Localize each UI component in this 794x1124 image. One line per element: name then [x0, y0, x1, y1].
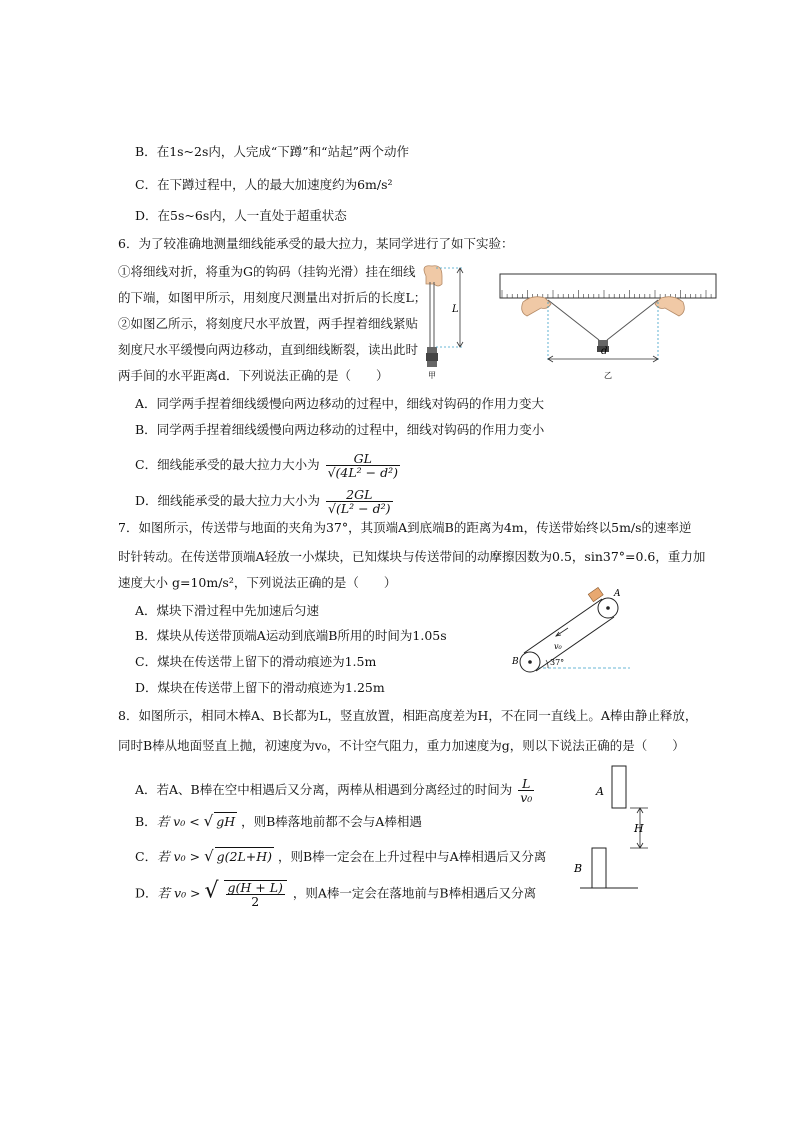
- figure-conveyor: [510, 588, 640, 683]
- q6-stem-line-4: ②如图乙所示，将刻度尺水平放置，两手捏着细线紧贴: [118, 316, 419, 331]
- q6-option-b: B．同学两手捏着细线缓慢向两边移动的过程中，细线对钩码的作用力变小: [135, 422, 545, 437]
- q8-option-a: A．若A、B棒在空中相遇后又分离，两棒从相遇到分离经过的时间为 $\frac{L}{\text{v₀}}$: [135, 776, 533, 805]
- q8-option-c-radicand: g(2L+H): [216, 849, 273, 864]
- figure-yi: [498, 272, 718, 382]
- q8-stem-line-2: 同时B棒从地面竖直上抛，初速度为v₀，不计空气阻力，重力加速度为g，则以下说法正确的是（ ）: [118, 738, 685, 753]
- q6-option-a: A．同学两手捏着细线缓慢向两边移动的过程中，细线对钩码的作用力变大: [135, 396, 545, 411]
- figure-jia-caption: 甲: [428, 371, 436, 380]
- figure-rods-label-h: H: [634, 822, 644, 835]
- figure-jia: [412, 262, 472, 382]
- q6-stem-line-6: 两手间的水平距离d．下列说法正确的是（ ）: [118, 368, 389, 383]
- q5-option-c: C．在下蹲过程中，人的最大加速度约为6m/s²: [135, 177, 393, 192]
- q6-stem-line-2: ①将细线对折，将重为G的钩码（挂钩光滑）挂在细线: [118, 264, 416, 279]
- figure-conveyor-label-v0: v₀: [554, 642, 562, 651]
- q8-option-a-fraction: $\frac{L}{\text{v₀}}$: [520, 776, 533, 805]
- q6-option-d-fraction: $\frac{2GL}{\text{√(L² − d²)}}$: [328, 487, 391, 516]
- q8-option-c: C．若 v₀ > √ g(2L+H) ，则B棒一定会在上升过程中与A棒相遇后又分离: [135, 847, 547, 865]
- q7-option-d: D．煤块在传送带上留下的滑动痕迹为1.25m: [135, 680, 385, 695]
- figure-yi-caption: 乙: [604, 371, 612, 380]
- q7-stem-line-3: 速度大小 g=10m/s²，下列说法正确的是（ ）: [118, 575, 397, 590]
- q7-option-a: A．煤块下滑过程中先加速后匀速: [135, 603, 320, 618]
- q6-option-c: C．细线能承受的最大拉力大小为 $\frac{GL}{\text{√(4L² − d²)}}$: [135, 451, 398, 480]
- q8-option-d-fraction: $\frac{g(H + L)}{2}$: [224, 880, 287, 908]
- q8-option-b-radicand: gH: [216, 814, 236, 829]
- q5-option-b: B．在1s~2s内，人完成“下蹲”和“站起”两个动作: [135, 144, 409, 159]
- figure-rods-label-b: B: [574, 862, 583, 875]
- figure-jia-label-l: L: [452, 304, 459, 315]
- figure-yi-label-d: d: [601, 346, 608, 357]
- q6-stem-line-1: 6．为了较准确地测量细线能承受的最大拉力，某同学进行了如下实验：: [118, 236, 514, 251]
- q8-stem-line-1: 8．如图所示，相同木棒A、B长都为L，竖直放置，相距高度差为H，不在同一直线上。A棒由静止释放，: [118, 708, 698, 723]
- q6-option-d: D．细线能承受的最大拉力大小为 $\frac{2GL}{\text{√(L² − d²)}}$: [135, 487, 391, 516]
- q8-option-d: D．若 v₀ > √ $\frac{g(H + L)}{2}$ ，则A棒一定会在落地前与B棒相遇后又分离: [135, 878, 537, 909]
- q7-option-c: C．煤块在传送带上留下的滑动痕迹为1.5m: [135, 654, 377, 669]
- figure-conveyor-label-a: A: [614, 589, 621, 599]
- q7-stem-line-1: 7．如图所示，传送带与地面的夹角为37°，其顶端A到底端B的距离为4m，传送带始终以5m/s的速率逆: [118, 520, 692, 535]
- figure-rods-label-a: A: [596, 785, 604, 798]
- q8-option-b: B．若 v₀ < √ gH ，则B棒落地前都不会与A棒相遇: [135, 812, 422, 830]
- q6-stem-line-3: 的下端，如图甲所示，用刻度尺测量出对折后的长度L；: [118, 290, 427, 305]
- figure-rods: [570, 762, 650, 902]
- q6-option-c-fraction: $\frac{GL}{\text{√(4L² − d²)}}$: [327, 451, 398, 480]
- figure-conveyor-angle: 37°: [550, 658, 565, 667]
- q6-stem-line-5: 刻度尺水平缓慢向两边移动，直到细线断裂，读出此时: [118, 342, 419, 357]
- q7-option-b: B．煤块从传送带顶端A运动到底端B所用的时间为1.05s: [135, 628, 447, 643]
- q5-option-d: D．在5s~6s内，人一直处于超重状态: [135, 208, 347, 223]
- q7-stem-line-2: 时针转动。在传送带顶端A轻放一小煤块，已知煤块与传送带间的动摩擦因数为0.5，sin37°=0.6，重力加: [118, 549, 706, 564]
- figure-conveyor-label-b: B: [512, 657, 519, 667]
